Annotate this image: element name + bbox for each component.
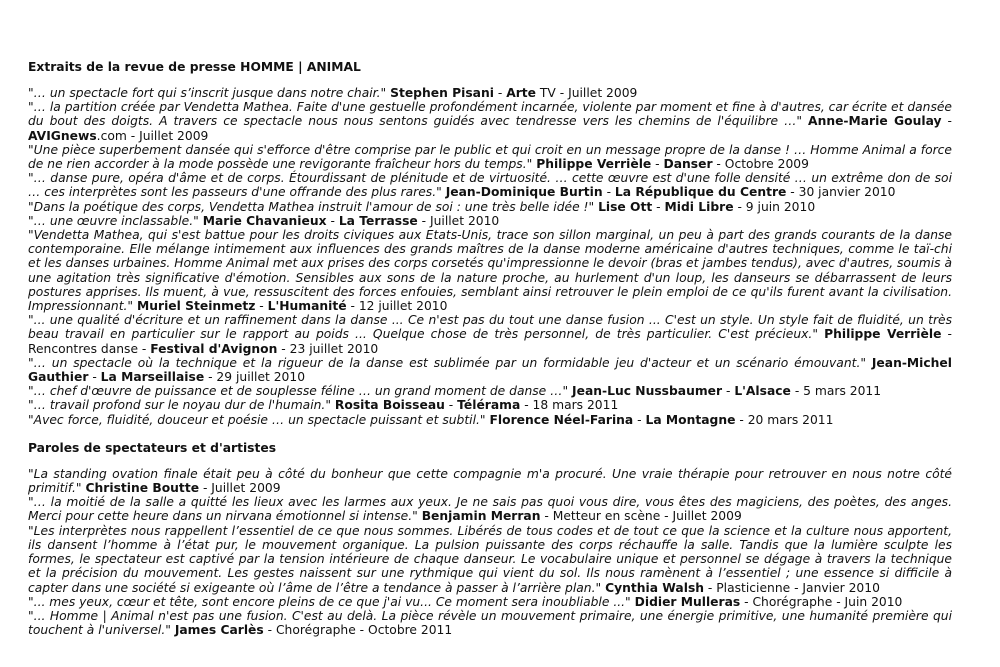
quote-text: "... Homme | Animal n'est pas une fusion. C'est au delà. La pièce révèle un mouvement primaire, une énergie primitive, une humanité première qui touchent à l'universel."	[28, 608, 952, 638]
quote-separator: -	[444, 398, 458, 413]
quote-separator: -	[651, 157, 664, 172]
quote-source: Télérama	[457, 398, 521, 413]
quote-date: - 5 mars 2011	[790, 384, 882, 399]
quote-text: "Les interprètes nous rappellent l’essentiel de ce que nous sommes. Libérés de tous codes et de tout ce que la science et la culture nous apportent, ils dansent l’homme à l’état pur, le mouvement organique. La pulsion puissante des corps réchauffe la salle. Tandis que la lumière sculpte les formes, le spectateur est captivé par la tension intérieure de chaque danseur. Le vocabulaire unique et personnel se dégage à travers la technique et la précision du mouvement. Les gestes naissent sur une rythmique qui vient du sol. Ils nous ramènent à l’essentiel ; une essence si difficile à capter dans une société si exigeante où l’âme de l’être a tendance à passer à l’arrière plan."	[28, 523, 952, 595]
quote-text: "Une pièce superbement dansée qui s'efforce d'être comprise par le public et qui croit en un message propre de la danse ! … Homme Animal a force de ne rien accorder à la mode possède une revigorante fraîcheur hors du temps."	[28, 142, 952, 172]
quote-source: Arte	[506, 86, 536, 100]
audience-quote	[28, 495, 952, 523]
quote-source: La Marseillaise	[100, 370, 205, 385]
quote-source: AVIGnews	[28, 128, 97, 143]
press-quote	[28, 228, 952, 313]
quote-text: "… la moitié de la salle a quitté les lieux avec les larmes aux yeux. Je ne sais pas quoi vous dire, vous êtes des magiciens, des poètes, des anges. Merci pour cette heure dans un nirvana émotionnel si intense."	[28, 495, 952, 524]
quote-source: L'Humanité	[267, 299, 347, 314]
quote-date: - Metteur en scène - Juillet 2009	[540, 509, 742, 524]
quote-author: Florence Néel-Farina	[489, 412, 634, 427]
quote-date: - Chorégraphe - Octobre 2011	[263, 623, 453, 638]
quote-date: - 9 juin 2010	[733, 199, 816, 214]
audience-quote	[28, 595, 952, 609]
audience-quote	[28, 609, 952, 637]
quote-text: "… un spectacle où la technique et la rigueur de la danse est sublimée par un formidable jeu d'acteur et un scénario émouvant."	[28, 355, 867, 370]
press-quote	[28, 200, 952, 214]
quote-author: Christine Boutte	[85, 481, 200, 496]
press-quote	[28, 356, 952, 384]
quote-separator: -	[493, 86, 507, 100]
quote-author: Rosita Boisseau	[334, 398, 445, 413]
press-quote	[28, 413, 952, 427]
quote-date: - Octobre 2009	[712, 157, 809, 172]
quote-text: "... mes yeux, cœur et tête, sont encore pleins de ce que j'ai vu... Ce moment sera inoubliable ..."	[28, 594, 631, 609]
press-quote	[28, 214, 952, 228]
quote-separator: -	[602, 185, 615, 200]
quote-author: Benjamin Merran	[421, 509, 541, 524]
quote-date: - 23 juillet 2010	[277, 341, 379, 356]
quote-author: Didier Mulleras	[634, 594, 741, 609]
quote-author: Philippe Verrièle	[536, 157, 652, 172]
quote-source: Midi Libre	[664, 199, 734, 214]
quote-author: Philippe Verrièle	[824, 327, 942, 342]
quote-text: "Avec force, fluidité, douceur et poésie … un spectacle puissant et subtil."	[28, 412, 486, 427]
quote-text: "… un spectacle fort qui s’inscrit jusque dans notre chair."	[28, 86, 387, 100]
audience-section-title: Paroles de spectateurs et d'artistes	[28, 440, 277, 455]
quote-separator: -	[326, 213, 339, 228]
quote-separator: -	[255, 299, 268, 314]
quote-text: "... une qualité d'écriture et un raffinement dans la danse ... Ce n'est pas du tout une danse fusion ... C'est un style. Un style fait de fluidité, un très beau travail en particulier sur le rapport au poids ... Quelque chose de très personnel, de très particulier. C'est précieux."	[28, 313, 952, 342]
quote-text: "… la partition créée par Vendetta Mathea. Faite d'une gestuelle profondément incarnée, violente par moment et fine à d'autres, car écrite et dansée du bout des doigts. A travers ce spectacle nous nous sentons guidés avec tendresse vers les chemins de l'équilibre …"	[28, 100, 952, 129]
audience-quote	[28, 524, 952, 595]
quote-author: Lise Ott	[598, 199, 653, 214]
quote-date: TV - Juillet 2009	[536, 86, 638, 100]
press-quote	[28, 313, 952, 356]
press-quote	[28, 171, 952, 199]
quote-date: .com - Juillet 2009	[96, 128, 209, 143]
quote-author: Stephen Pisani	[390, 86, 494, 100]
quote-text: "Dans la poétique des corps, Vendetta Mathea instruit l'amour de soi : une très belle idée !"	[28, 199, 595, 214]
quote-source: Festival d'Avignon	[150, 341, 278, 356]
quote-date: - 20 mars 2011	[735, 412, 834, 427]
quote-author: Jean-Dominique Burtin	[445, 185, 603, 200]
quote-text: "… travail profond sur le noyau dur de l'humain."	[28, 398, 331, 413]
press-section-title: Extraits de la revue de presse HOMME | ANIMAL	[28, 60, 361, 74]
quote-date: - 18 mars 2011	[520, 398, 619, 413]
press-quote	[28, 398, 952, 412]
press-quote	[28, 143, 952, 171]
quote-author: Jean-Luc Nussbaumer	[572, 384, 723, 399]
quote-source: La Terrasse	[338, 213, 418, 228]
quote-source: L'Alsace	[734, 384, 791, 399]
quote-author: Cynthia Walsh	[605, 580, 705, 595]
quote-separator: -	[941, 114, 952, 129]
quote-author: Anne-Marie Goulay	[808, 114, 942, 129]
quote-date: - Chorégraphe - Juin 2010	[740, 594, 903, 609]
quote-separator: -	[722, 384, 735, 399]
press-quote	[28, 100, 952, 143]
quote-separator: -	[88, 370, 101, 385]
quote-text: "La standing ovation finale était peu à côté du bonheur que cette compagnie m'a procuré. Une vraie thérapie pour retrouver en nous notre côté primitif."	[28, 466, 952, 496]
press-quote	[28, 384, 952, 398]
quote-text: "… chef d'œuvre de puissance et de souplesse féline … un grand moment de danse …"	[28, 384, 569, 399]
quote-author: James Carlès	[174, 623, 264, 638]
quote-source: Danser	[663, 157, 713, 172]
quote-text: "… danse pure, opéra d'âme et de corps. Étourdissant de plénitude et de virtuosité. … cette œuvre est d'une folle densité … un extrême don de soi … ces interprètes sont les passeurs d'une offrande des plus rares."	[28, 171, 952, 200]
quote-date: - Plasticienne - Janvier 2010	[704, 580, 880, 595]
quote-author: Jean-Michel Gauthier	[28, 355, 952, 385]
quote-date: - Juillet 2009	[199, 481, 281, 496]
quote-source: La République du Centre	[614, 185, 787, 200]
quote-separator: -	[633, 412, 646, 427]
audience-quote	[28, 467, 952, 495]
quote-date: - 30 janvier 2010	[786, 185, 896, 200]
quote-text: "… une œuvre inclassable."	[28, 213, 199, 228]
quote-source: La Montagne	[645, 412, 736, 427]
quote-date: - 12 juillet 2010	[346, 299, 448, 314]
quote-author: Marie Chavanieux	[202, 213, 327, 228]
press-quote	[28, 86, 952, 100]
quote-author: Muriel Steinmetz	[137, 299, 256, 314]
quote-separator: -	[652, 199, 665, 214]
quote-date: - Juillet 2010	[417, 213, 500, 228]
quote-text: "Vendetta Mathea, qui s'est battue pour les droits civiques aux Etats-Unis, trace son sillon marginal, un peu à part des grands courants de la danse contemporaine. Elle mélange intimement aux influences des grands maîtres de la danse moderne américaine d'autres techniques, comme le taï-chi et les danses urbaines. Homme Animal met aux prises des corps corsetés qu'impressionne le devoir (bras et jambes tendus), avec d'autres, soumis à une agitation très significative d'émotion. Sensibles aux sons de la nature proche, au hurlement d'un loup, les danseurs se débarrassent de leurs postures apprises. Ils muent, à vue, ressuscitent des forces enfouies, semblant ainsi retrouver le plein emploi de ce qu'ils furent avant la civilisation. Impressionnant."	[28, 228, 952, 314]
quote-separator: - Rencontres danse -	[28, 327, 952, 356]
quote-date: - 29 juillet 2010	[204, 370, 306, 385]
